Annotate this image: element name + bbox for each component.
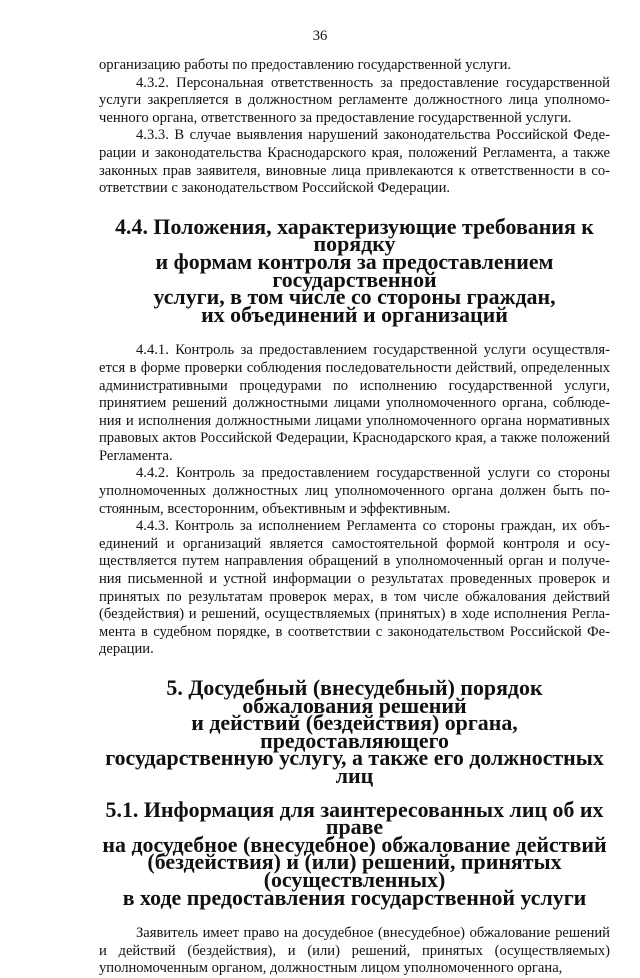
section-heading-5-1 (99, 796, 610, 910)
paragraph-4-4-2: 4.4.2. Контроль за предоставлением государственной услуги со стороны уполномоченных должностных лиц уполномоченного органа должен быть постоянным, всесторонним, объективным и эффективным. (99, 465, 610, 517)
paragraph-4-4-1: 4.4.1. Контроль за предоставлением государственной услуги осуществляется в форме проверки соблюдения последовательности действий, определенных административными процедурами по исполнению государственной услуги, принятием решений должностными лицами уполномоченного органа, соблюдения и исполнения должностными лицами уполномоченного органа нормативных правовых актов Российской Федерации, Краснодарского края, а также положений Регламента. (99, 342, 610, 464)
heading-line: на досудебное (внесудебное) обжалование действий (102, 831, 607, 857)
heading-line: (бездействия) и (или) решений, принятых (осуществленных) (147, 849, 562, 892)
section-heading-4-4 (99, 213, 610, 327)
heading-line: 5.1. Информация для заинтересованных лиц об их праве (105, 796, 604, 840)
document-body (99, 57, 610, 978)
paragraph-4-3-3: 4.3.3. В случае выявления нарушений законодательства Российской Федерации и законодательства Краснодарского края, положений Регламента, а также законных прав заявителя, виновные лица привлекаются к ответственности в соответствии с законодательством Российской Федерации. (99, 127, 610, 197)
heading-line: государственную услугу, а также его должностных лиц (105, 745, 604, 788)
heading-line: их объединений и организаций (201, 301, 508, 327)
page-number: 36 (312, 28, 328, 44)
section-heading-5 (99, 675, 610, 788)
heading-line: 4.4. Положения, характеризующие требования к порядку (115, 213, 594, 257)
heading-line: услуги, в том числе со стороны граждан, (153, 284, 556, 310)
paragraph-4-4-3: 4.4.3. Контроль за исполнением Регламента со стороны граждан, их объединений и организаций является самостоятельной формой контроля и осуществляется путем направления обращений в уполномоченный орган и получения письменной и устной информации о результатах проведенных проверок и принятых по результатам проверок мерах, в том числе обжалования действий (бездействия) и решений, осуществляемых (принятых) в ходе исполнения Регламента в судебном порядке, в соответствии с законодательством Российской Федерации. (99, 518, 610, 658)
paragraph-5-1: Заявитель имеет право на досудебное (внесудебное) обжалование решений и действий (бездействия), и (или) решений, принятых (осуществляемых) уполномоченным органом, должностным лицом уполномоченного органа, (99, 925, 610, 977)
heading-line: и формам контроля за предоставлением государственной (155, 248, 554, 292)
heading-line: и действий (бездействия) органа, предоставляющего (191, 710, 518, 753)
paragraph-4-3-2: 4.3.2. Персональная ответственность за предоставление государственной услуги закрепляется в должностном регламенте должностного лица уполномоченного органа, ответственного за предоставление государственной услуги. (99, 74, 610, 126)
paragraph-continuation: организацию работы по предоставлению государственной услуги. (99, 57, 512, 73)
heading-line: 5. Досудебный (внесудебный) порядок обжалования решений (166, 675, 543, 718)
heading-line: в ходе предоставления государственной услуги (122, 884, 587, 910)
